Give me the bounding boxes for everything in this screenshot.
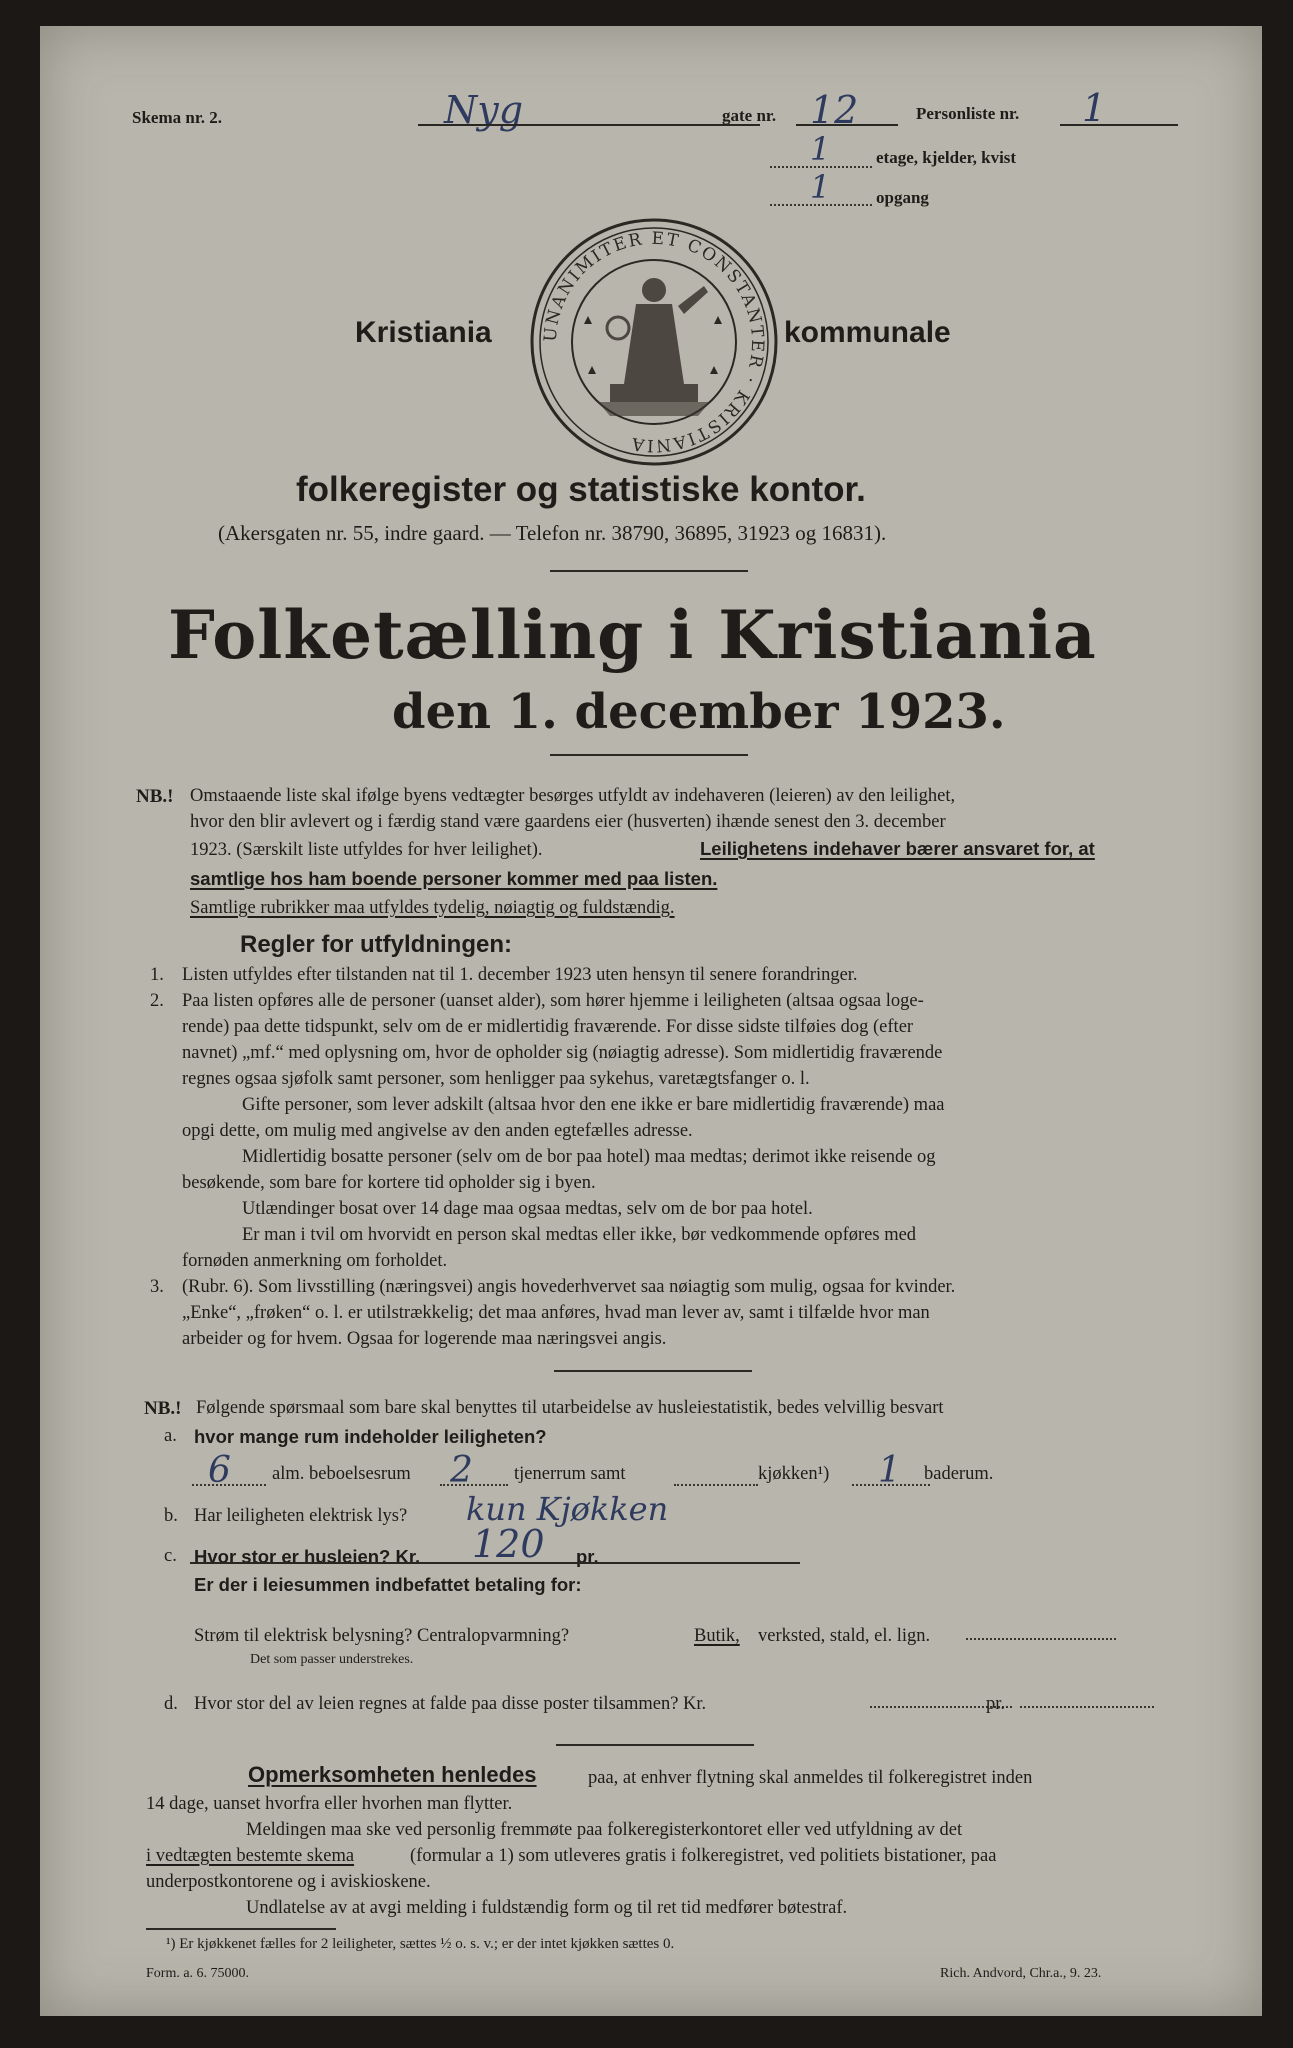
rule-3-num: 3.: [150, 1277, 164, 1297]
rule-3-text-1: (Rubr. 6). Som livsstilling (næringsvei) angis hovederhvervet saa nøiagtig som mulig, ogsaa for kvinder.: [182, 1277, 956, 1297]
form-number: Form. a. 6. 75000.: [146, 1966, 250, 1981]
divider-rules: [554, 1370, 752, 1372]
nb1-line1: Omstaaende liste skal ifølge byens vedtægter besørges utfyldt av indehaveren (leieren) av den leilighet,: [190, 786, 956, 806]
office-address: (Akersgaten nr. 55, indre gaard. — Telefon nr. 38790, 36895, 31923 og 16831).: [218, 521, 887, 545]
rule-1-num: 1.: [150, 965, 164, 985]
notice-line4b: (formular a 1) som utleveres gratis i folkeregistret, ved politiets bistationer, paa: [410, 1846, 997, 1866]
footnote-rule: [146, 1928, 336, 1930]
skema-label: Skema nr. 2.: [132, 108, 223, 127]
question-d-label: d.: [164, 1694, 178, 1714]
gate-number: 12: [810, 88, 859, 132]
personliste-number: 1: [1082, 86, 1107, 130]
nb1-line2: hvor den blir avlevert og i færdig stand være gaardens eier (husverten) ihænde senest den 3. december: [190, 812, 946, 832]
question-a-text: hvor mange rum indeholder leiligheten?: [194, 1426, 547, 1447]
seal-ring-text: UNANIMITER ET CONSTANTER · KRISTIANIA: [540, 228, 768, 456]
opgang-value: 1: [810, 168, 831, 206]
electric-light-answer: kun Kjøkken: [466, 1490, 669, 1528]
rule-2-text-1: Paa listen opføres alle de personer (uanset alder), som hører hjemme i leiligheten (altsaa ogsaa loge-: [182, 991, 924, 1011]
rule-1-text: Listen utfyldes efter tilstanden nat til 1. december 1923 uten hensyn til senere forandringer.: [182, 965, 858, 985]
rooms-line: [192, 1484, 266, 1486]
rule-2-text-9: Utlændinger bosat over 14 dage maa ogsaa medtas, selv om de bor paa hotel.: [242, 1199, 813, 1219]
servant-rooms-label: tjenerrum samt: [514, 1464, 626, 1484]
rooms-label: alm. beboelsesrum: [272, 1464, 411, 1484]
street-handwritten: Nyg: [444, 88, 524, 132]
street-line: [418, 124, 760, 126]
included-heading: Er der i leiesummen indbefattet betaling for:: [194, 1574, 582, 1595]
included-options-a: Strøm til elektrisk belysning? Centralopvarmning?: [194, 1626, 570, 1646]
bathroom-value: 1: [878, 1450, 901, 1491]
nb1-line3b: Leilighetens indehaver bærer ansvaret for, at: [700, 838, 1095, 859]
nb2-label: NB.!: [144, 1398, 182, 1419]
rent-underline: [190, 1562, 800, 1564]
kristiania-city-seal: [528, 216, 780, 468]
office-left-word: Kristiania: [355, 316, 492, 349]
question-b-label: b.: [164, 1506, 178, 1526]
rule-2-text-10: Er man i tvil om hvorvidt en person skal medtas eller ikke, bør vedkommende opføres med: [242, 1225, 917, 1245]
nb1-line4: samtlige hos ham boende personer kommer med paa listen.: [190, 868, 718, 889]
nb1-line5: Samtlige rubrikker maa utfyldes tydelig, nøiagtig og fuldstændig.: [190, 898, 675, 918]
rule-2-text-4: regnes ogsaa sjøfolk samt personer, som henligger paa sykehus, varetægtsfanger o. l.: [182, 1069, 810, 1089]
question-c-label: c.: [164, 1546, 177, 1566]
nb1-label: NB.!: [136, 786, 174, 807]
rules-heading: Regler for utfyldningen:: [240, 931, 512, 958]
office-name: folkeregister og statistiske kontor.: [296, 470, 866, 509]
included-note: Det som passer understrekes.: [250, 1652, 414, 1667]
question-d-text: Hvor stor del av leien regnes at falde paa disse poster tilsammen? Kr.: [194, 1694, 707, 1714]
rule-2-text-8: besøkende, som bare for kortere tid opholder sig i byen.: [182, 1173, 596, 1193]
included-options-c: verksted, stald, el. lign.: [758, 1626, 931, 1646]
rule-2-text-11: fornøden anmerkning om forholdet.: [182, 1251, 448, 1271]
rent-value: 120: [472, 1522, 545, 1566]
notice-line2: 14 dage, uanset hvorfra eller hvorhen man flytter.: [146, 1794, 513, 1814]
printer-imprint: Rich. Andvord, Chr.a., 9. 23.: [940, 1966, 1102, 1981]
divider-nb2: [556, 1744, 754, 1746]
d-period-line: [1020, 1706, 1154, 1708]
nb1-line3a: 1923. (Særskilt liste utfyldes for hver leilighet).: [190, 840, 543, 860]
notice-line3: Meldingen maa ske ved personlig fremmøte paa folkeregisterkontoret eller ved utfyldning av det: [246, 1820, 963, 1840]
gate-line: [796, 124, 898, 126]
office-right-word: kommunale: [784, 316, 951, 349]
divider-title: [550, 754, 748, 756]
question-a-label: a.: [164, 1426, 177, 1446]
bathroom-line: [852, 1484, 930, 1486]
included-option-butik: Butik,: [694, 1626, 740, 1646]
nb2-intro: Følgende spørsmaal som bare skal benyttes til utarbeidelse av husleiestatistik, bedes velvillig besvart: [196, 1398, 944, 1418]
document-title: Folketælling i Kristiania: [168, 596, 1097, 674]
servant-rooms-value: 2: [450, 1450, 473, 1491]
etage-value: 1: [810, 130, 831, 168]
kitchen-line: [674, 1484, 758, 1486]
rule-3-text-2: „Enke“, „frøken“ o. l. er utilstrækkelig; det maa anføres, hvad man lever av, samt i tilfælde hvor man: [182, 1303, 930, 1323]
notice-heading: Opmerksomheten henledes: [248, 1762, 537, 1787]
question-c-text: Hvor stor er husleien? Kr.: [194, 1546, 421, 1567]
census-form-sheet: [40, 26, 1262, 2016]
notice-line5: underpostkontorene og i aviskioskene.: [146, 1872, 431, 1892]
question-b-text: Har leiligheten elektrisk lys?: [194, 1506, 408, 1526]
document-date: den 1. december 1923.: [392, 684, 1006, 740]
rule-3-text-3: arbeider og for hvem. Ogsaa for logerende maa næringsvei angis.: [182, 1329, 667, 1349]
footnote-text: ¹) Er kjøkkenet fælles for 2 leiligheter, sættes ½ o. s. v.; er der intet kjøkken sættes 0.: [166, 1936, 675, 1952]
notice-line6: Undlatelse av at avgi melding i fuldstændig form og til ret tid medfører bøtestraf.: [246, 1898, 848, 1918]
servant-rooms-line: [440, 1484, 508, 1486]
bathroom-label: baderum.: [924, 1464, 994, 1484]
personliste-label: Personliste nr.: [916, 104, 1020, 123]
rule-2-text-6: opgi dette, om mulig med angivelse av den anden egtefælles adresse.: [182, 1121, 693, 1141]
rule-2-num: 2.: [150, 991, 164, 1011]
opgang-label: opgang: [876, 188, 929, 207]
included-line: [966, 1638, 1116, 1640]
personliste-line: [1060, 124, 1178, 126]
rooms-value: 6: [208, 1450, 231, 1491]
rule-2-text-7: Midlertidig bosatte personer (selv om de bor paa hotel) maa medtas; derimot ikke reisende og: [242, 1147, 936, 1167]
rule-2-text-2: rende) paa dette tidspunkt, selv om de er midlertidig fraværende. For disse sidste tilføies dog (efter: [182, 1017, 914, 1037]
rule-2-text-3: navnet) „mf.“ med oplysning om, hvor de opholder sig (nøiagtig adresse). Som midlertidig fraværende: [182, 1043, 943, 1063]
gate-label: gate nr.: [722, 106, 777, 125]
rent-suffix: pr.: [576, 1546, 599, 1567]
opgang-line: [770, 204, 872, 206]
rule-2-text-5: Gifte personer, som lever adskilt (altsaa hvor den ene ikke er bare midlertidig fraværende) maa: [242, 1095, 945, 1115]
etage-label: etage, kjelder, kvist: [876, 148, 1017, 167]
d-suffix: pr.: [986, 1694, 1006, 1714]
divider-top: [550, 570, 748, 572]
kitchen-label: kjøkken¹): [758, 1464, 830, 1484]
notice-line1: paa, at enhver flytning skal anmeldes til folkeregistret inden: [588, 1768, 1033, 1788]
notice-line4a: i vedtægten bestemte skema: [146, 1846, 355, 1866]
